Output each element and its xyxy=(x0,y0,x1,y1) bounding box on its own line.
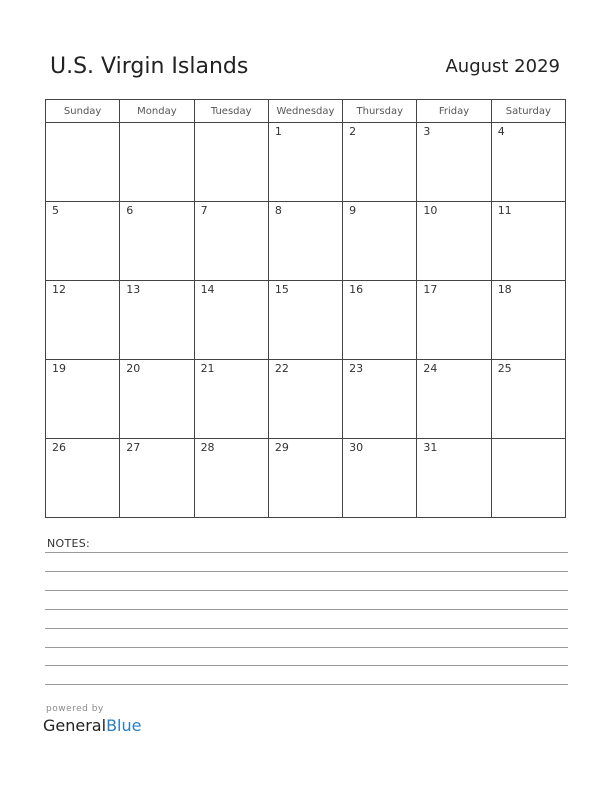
note-line xyxy=(45,684,568,685)
calendar-country-title: U.S. Virgin Islands xyxy=(50,54,249,79)
day-cell: 5 xyxy=(46,202,120,281)
day-cell: 21 xyxy=(194,360,268,439)
day-cell: 8 xyxy=(268,202,342,281)
day-cell: 14 xyxy=(194,281,268,360)
day-cell: 25 xyxy=(491,360,565,439)
day-cell: 2 xyxy=(343,123,417,202)
note-line xyxy=(45,665,568,666)
day-cell: 10 xyxy=(417,202,491,281)
day-cell: 18 xyxy=(491,281,565,360)
day-cell: 28 xyxy=(194,439,268,518)
day-cell: 30 xyxy=(343,439,417,518)
day-cell: 15 xyxy=(268,281,342,360)
day-cell: 3 xyxy=(417,123,491,202)
day-cell: 19 xyxy=(46,360,120,439)
day-cell: 31 xyxy=(417,439,491,518)
weekday-header: Sunday xyxy=(46,100,120,123)
weekday-header: Wednesday xyxy=(268,100,342,123)
note-line xyxy=(45,590,568,591)
brand-general-text: General xyxy=(43,716,107,735)
calendar-month-title: August 2029 xyxy=(445,56,560,77)
day-cell: 27 xyxy=(120,439,194,518)
week-row xyxy=(46,360,566,439)
day-cell xyxy=(491,439,565,518)
note-line xyxy=(45,647,568,648)
day-cell: 7 xyxy=(194,202,268,281)
day-cell: 26 xyxy=(46,439,120,518)
day-cell: 12 xyxy=(46,281,120,360)
note-line xyxy=(45,552,568,553)
day-cell xyxy=(120,123,194,202)
weekday-header: Monday xyxy=(120,100,194,123)
notes-label: NOTES: xyxy=(47,537,91,550)
day-cell: 1 xyxy=(268,123,342,202)
generalblue-logo xyxy=(43,716,141,735)
weekday-header: Friday xyxy=(417,100,491,123)
week-row xyxy=(46,123,566,202)
day-cell: 6 xyxy=(120,202,194,281)
day-cell: 24 xyxy=(417,360,491,439)
calendar-grid xyxy=(45,99,566,518)
weekday-header-row xyxy=(46,100,566,123)
day-cell: 13 xyxy=(120,281,194,360)
day-cell xyxy=(46,123,120,202)
day-cell: 17 xyxy=(417,281,491,360)
weekday-header: Tuesday xyxy=(194,100,268,123)
note-line xyxy=(45,628,568,629)
weekday-header: Thursday xyxy=(343,100,417,123)
note-line xyxy=(45,571,568,572)
day-cell: 22 xyxy=(268,360,342,439)
weekday-header: Saturday xyxy=(491,100,565,123)
day-cell: 9 xyxy=(343,202,417,281)
day-cell: 4 xyxy=(491,123,565,202)
note-line xyxy=(45,609,568,610)
day-cell: 20 xyxy=(120,360,194,439)
day-cell: 23 xyxy=(343,360,417,439)
powered-by-text: powered by xyxy=(46,704,104,714)
week-row xyxy=(46,439,566,518)
week-row xyxy=(46,202,566,281)
day-cell: 29 xyxy=(268,439,342,518)
day-cell xyxy=(194,123,268,202)
day-cell: 16 xyxy=(343,281,417,360)
brand-blue-text: Blue xyxy=(106,716,142,735)
week-row xyxy=(46,281,566,360)
day-cell: 11 xyxy=(491,202,565,281)
